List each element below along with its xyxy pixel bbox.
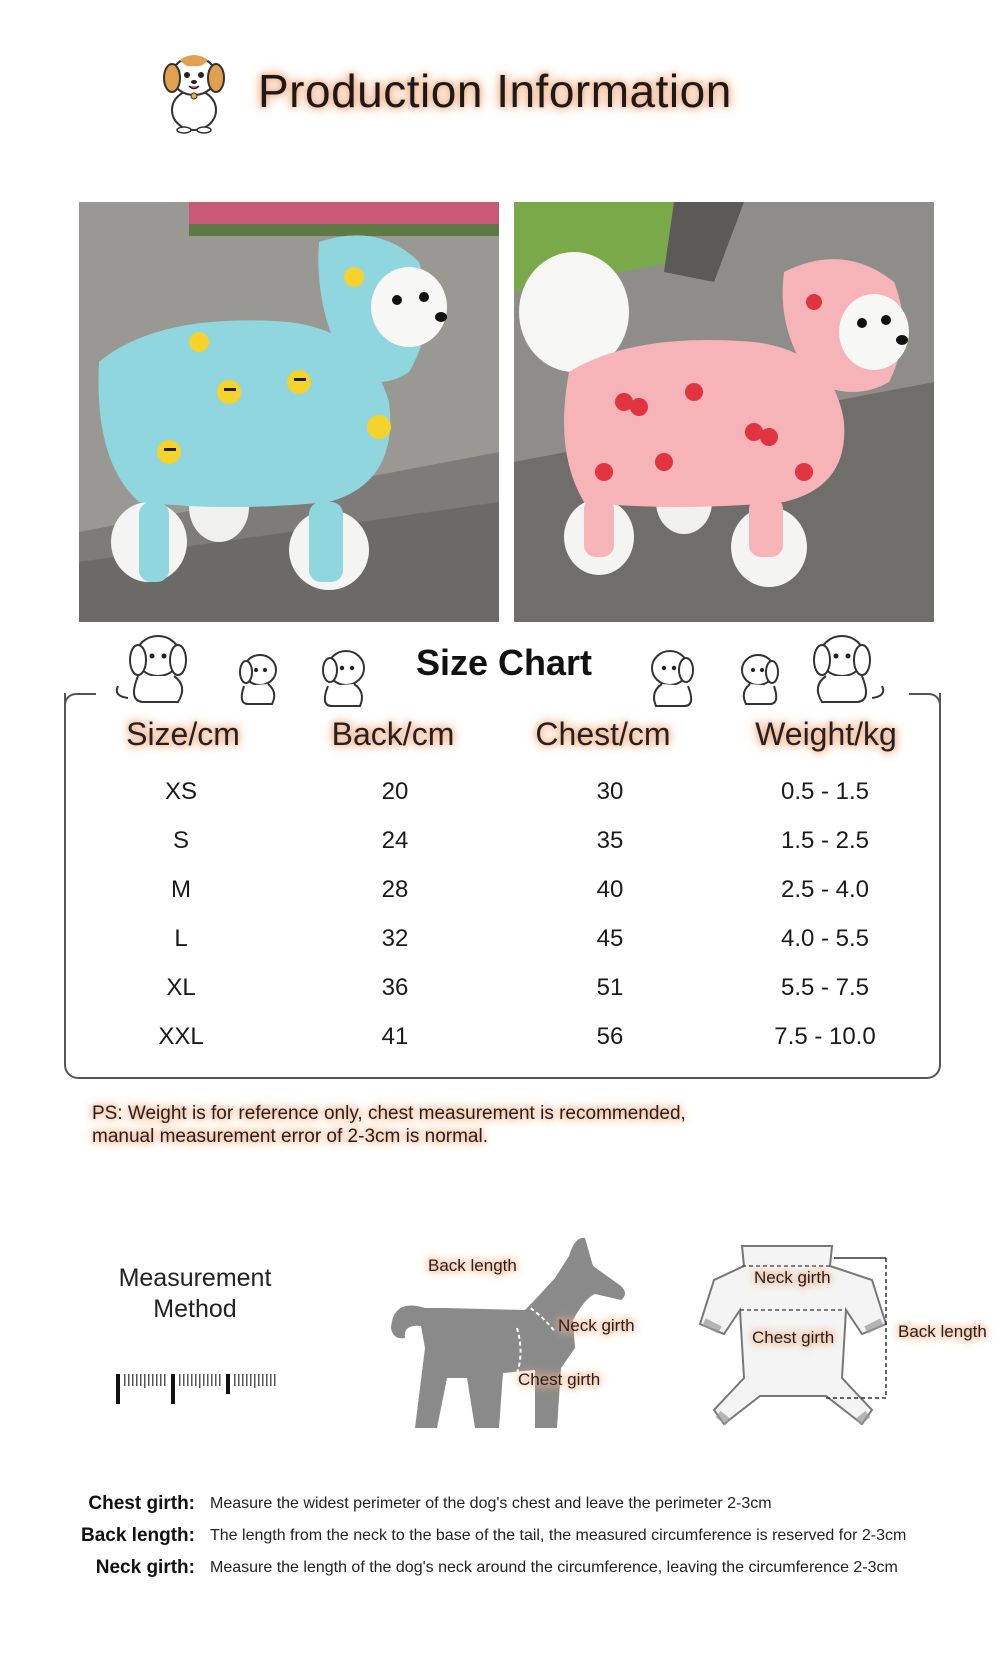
- puppy-doodle-icon: [302, 644, 376, 710]
- cell-chest: 56: [596, 1023, 624, 1050]
- measurement-note: [92, 1102, 686, 1148]
- puppy-doodle-icon: [108, 626, 198, 708]
- cell-weight: 7.5 - 10.0: [774, 1023, 876, 1050]
- cell-back: 28: [381, 876, 409, 903]
- cell-size: XL: [166, 974, 196, 1001]
- header: [158, 46, 798, 146]
- page-title: Production Information: [258, 65, 732, 117]
- cell-chest: 40: [596, 876, 624, 903]
- method-title-line-2: Method: [153, 1295, 237, 1323]
- definition-term: Chest girth:: [88, 1493, 195, 1514]
- puppy-mascot-icon: [158, 46, 230, 134]
- dog-label-chest-girth: Chest girth: [518, 1370, 601, 1389]
- cell-size: L: [174, 925, 188, 952]
- cell-weight: 0.5 - 1.5: [780, 778, 870, 805]
- cell-weight: 2.5 - 4.0: [780, 876, 870, 903]
- cell-size: XS: [164, 778, 197, 805]
- definition-text: Measure the length of the dog's neck around the circumference, leaving the circumference 2-3cm: [210, 1559, 898, 1576]
- cell-weight: 1.5 - 2.5: [780, 827, 870, 854]
- puppy-doodle-icon: [802, 626, 892, 708]
- puppy-doodle-icon: [640, 644, 714, 710]
- blue-raincoat-photo-illustration: [79, 202, 499, 622]
- cell-size: M: [171, 876, 191, 903]
- definition-term: Neck girth:: [95, 1557, 195, 1578]
- cell-back: 20: [381, 778, 409, 805]
- dog-label-neck-girth: Neck girth: [558, 1316, 635, 1335]
- cell-chest: 30: [596, 778, 624, 805]
- product-photo-blue-raincoat: [79, 202, 499, 622]
- column-header-size: Size/cm: [126, 716, 240, 752]
- column-header-back: Back/cm: [331, 716, 455, 752]
- cell-back: 41: [381, 1023, 409, 1050]
- cell-size: XXL: [158, 1023, 204, 1050]
- size-chart-title: Size Chart: [415, 642, 593, 683]
- definition-text: Measure the widest perimeter of the dog's chest and leave the perimeter 2-3cm: [210, 1495, 772, 1512]
- column-header-weight: Weight/kg: [755, 716, 897, 752]
- suit-label-neck-girth: Neck girth: [754, 1268, 831, 1287]
- column-header-chest: Chest/cm: [535, 716, 671, 752]
- cell-size: S: [172, 827, 189, 854]
- suit-label-back-length: Back length: [898, 1322, 987, 1341]
- cell-chest: 35: [596, 827, 624, 854]
- cell-weight: 5.5 - 7.5: [780, 974, 870, 1001]
- product-photo-pink-raincoat: [514, 202, 934, 622]
- suit-label-chest-girth: Chest girth: [752, 1328, 835, 1347]
- cell-back: 36: [381, 974, 409, 1001]
- measurement-method-title: [95, 1263, 295, 1325]
- definition-back-length: [0, 1525, 1000, 1555]
- cell-weight: 4.0 - 5.5: [780, 925, 870, 952]
- definition-neck-girth: [0, 1557, 1000, 1587]
- method-title-line-1: Measurement: [118, 1264, 272, 1292]
- puppy-doodle-icon: [222, 648, 288, 708]
- note-line-1: PS: Weight is for reference only, chest measurement is recommended,: [92, 1103, 686, 1124]
- ruler-icon: [114, 1370, 279, 1404]
- definition-chest-girth: [0, 1493, 1000, 1523]
- definition-text: The length from the neck to the base of the tail, the measured circumference is reserved for 2-3cm: [210, 1527, 907, 1544]
- cell-chest: 45: [596, 925, 624, 952]
- puppy-doodle-icon: [730, 648, 796, 708]
- note-line-2: manual measurement error of 2-3cm is normal.: [92, 1126, 488, 1147]
- definition-term: Back length:: [80, 1525, 195, 1546]
- cell-back: 32: [381, 925, 409, 952]
- cell-chest: 51: [596, 974, 624, 1001]
- pink-raincoat-photo-illustration: [514, 202, 934, 622]
- cell-back: 24: [381, 827, 409, 854]
- dog-label-back-length: Back length: [428, 1256, 517, 1275]
